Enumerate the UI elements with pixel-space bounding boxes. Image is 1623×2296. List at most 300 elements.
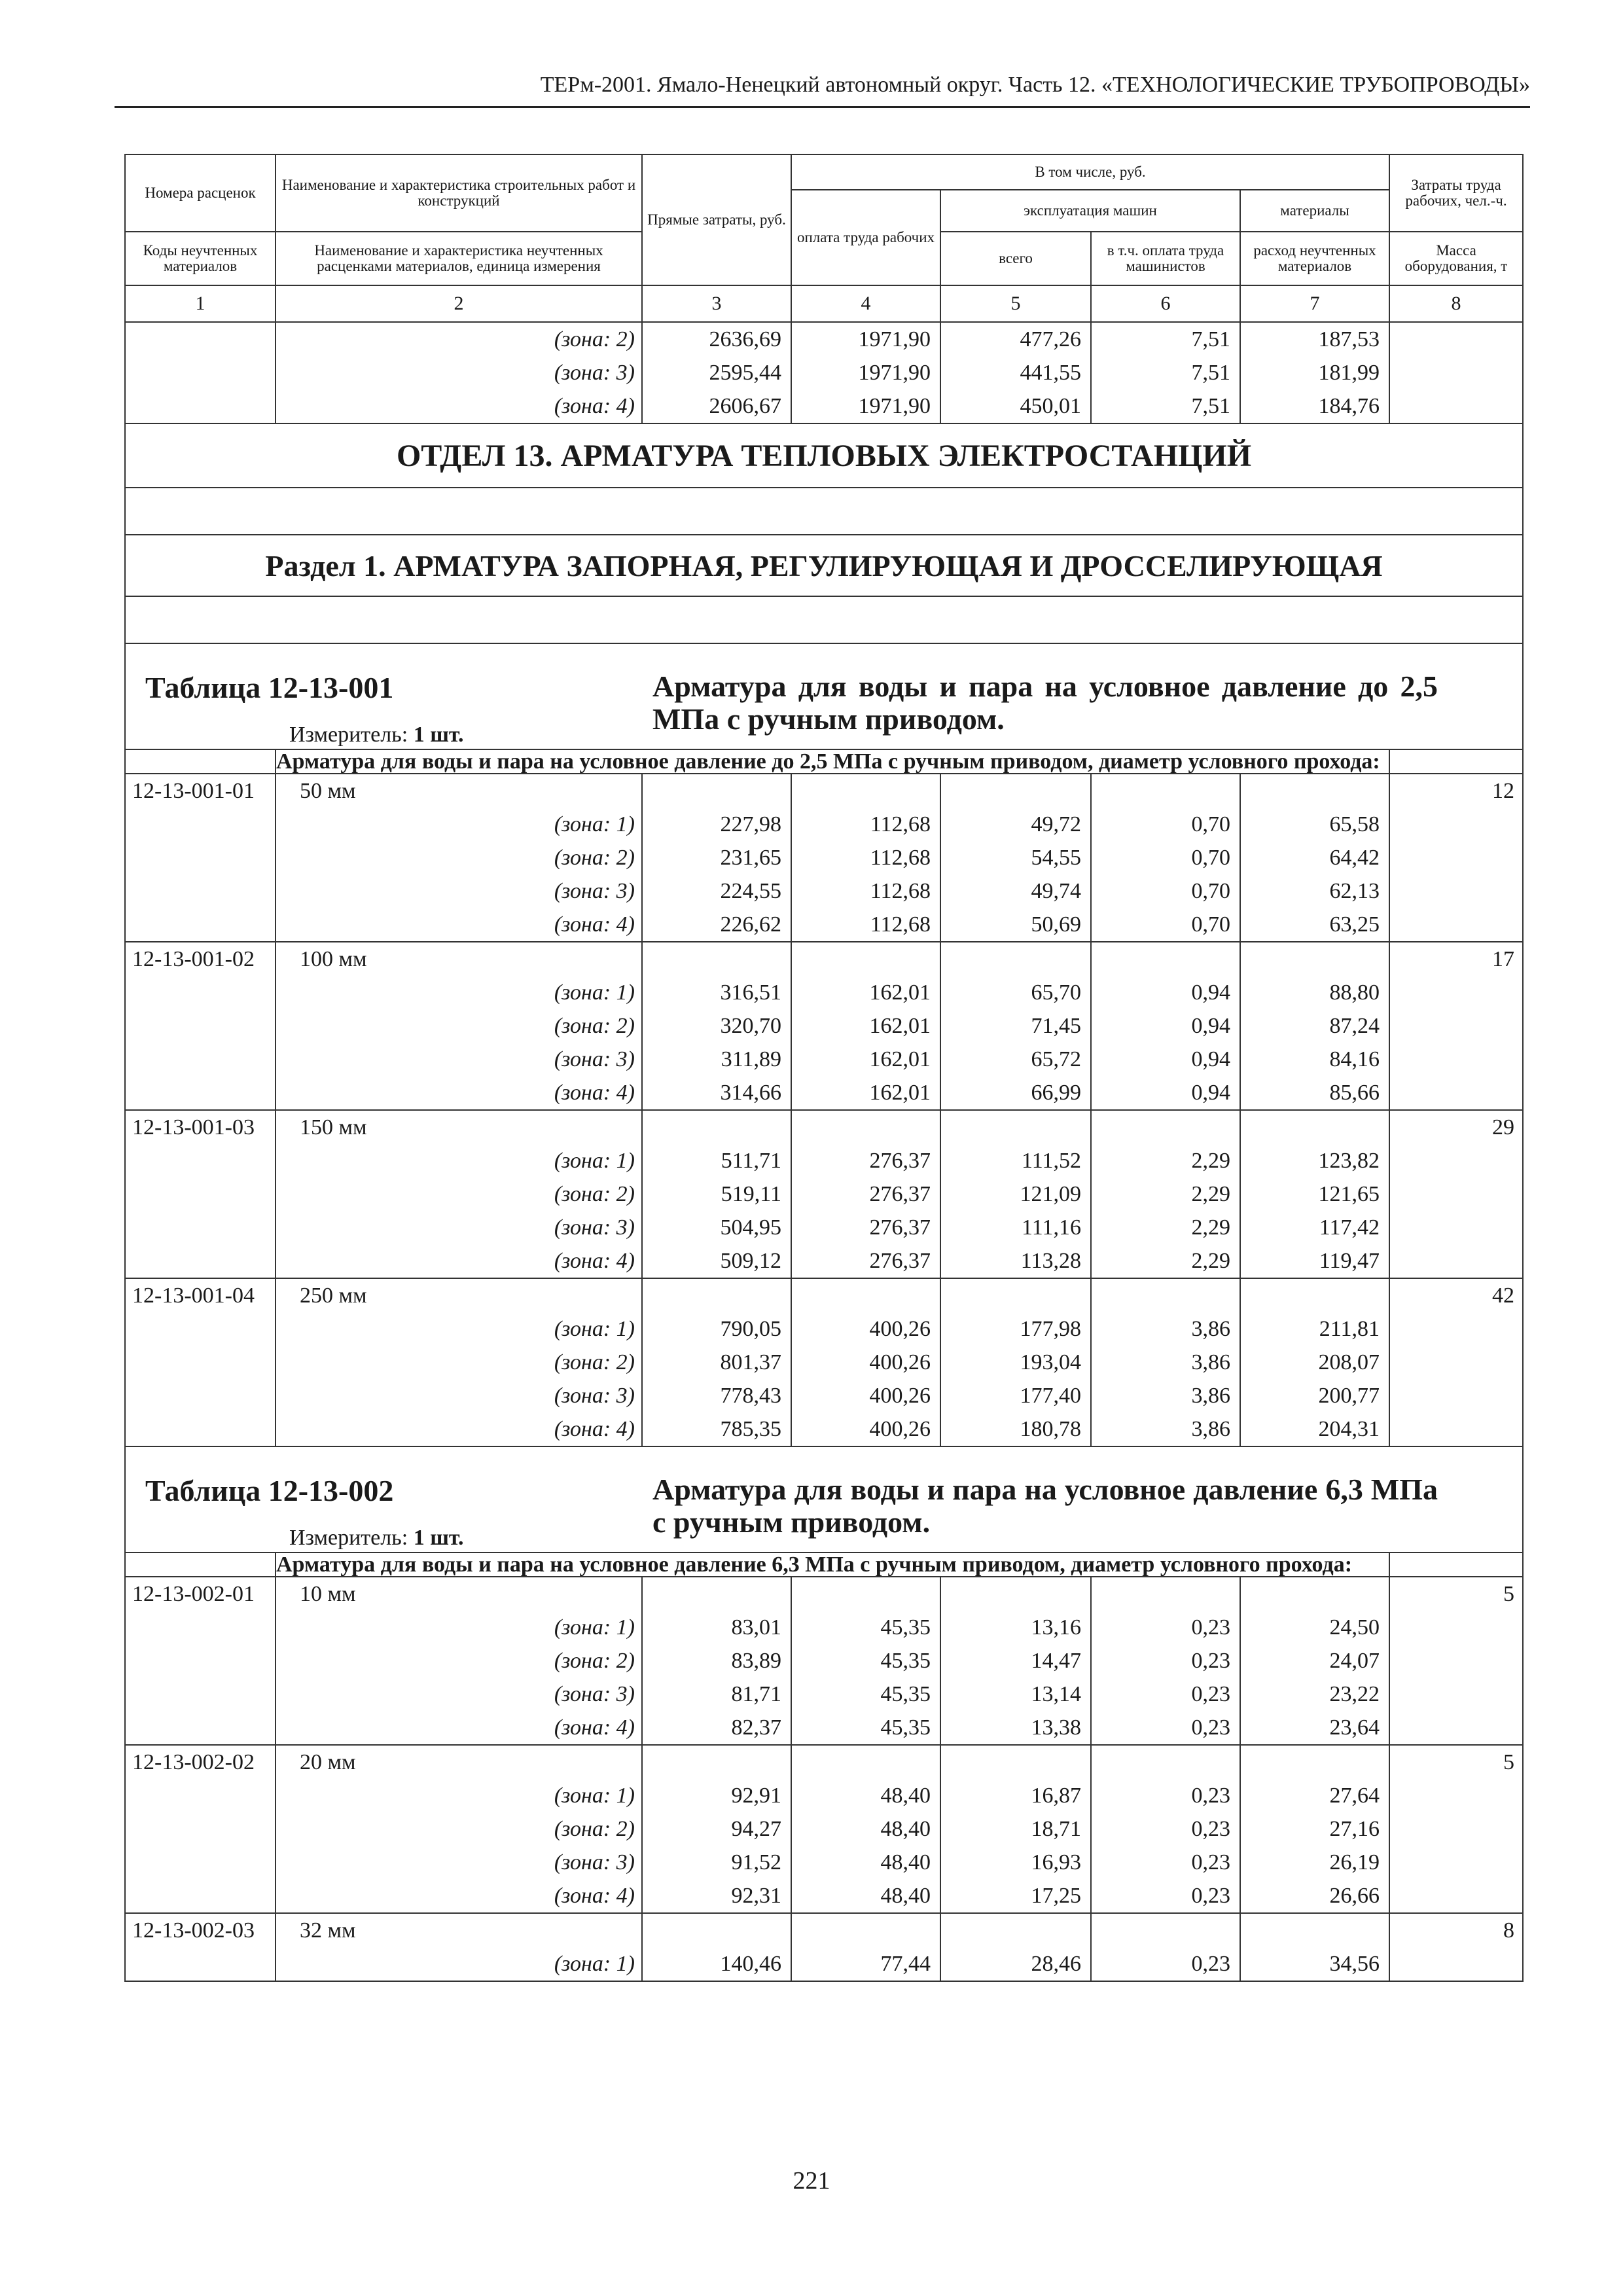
machines-total-value: 14,47 — [940, 1644, 1091, 1677]
zone-row — [125, 1677, 1523, 1711]
equipment-mass-value: 42 — [1389, 1278, 1523, 1312]
table-number: Таблица 12-13-002 — [145, 1474, 394, 1507]
zone-label: (зона: 1) — [276, 808, 642, 841]
machines-total-value: 17,25 — [940, 1879, 1091, 1913]
materials-value: 26,19 — [1240, 1846, 1389, 1879]
zone-row — [125, 1177, 1523, 1211]
empty-cell — [940, 1577, 1091, 1611]
machines-total-value: 50,69 — [940, 908, 1091, 942]
zone-label: (зона: 2) — [276, 1009, 642, 1043]
rate-code: 12-13-001-01 — [125, 774, 276, 808]
materials-value: 85,66 — [1240, 1076, 1389, 1110]
zone-row — [125, 1346, 1523, 1379]
labor-pay-value: 400,26 — [791, 1379, 940, 1412]
labor-pay-value: 276,37 — [791, 1144, 940, 1177]
empty-cell — [1091, 774, 1240, 808]
materials-value: 211,81 — [1240, 1312, 1389, 1346]
materials-value: 23,22 — [1240, 1677, 1389, 1711]
empty-cell — [125, 322, 276, 356]
empty-cell — [1389, 1244, 1523, 1278]
empty-cell — [1389, 389, 1523, 423]
direct-costs-value: 2636,69 — [642, 322, 791, 356]
empty-cell — [125, 1812, 276, 1846]
column-number: 2 — [276, 285, 642, 322]
direct-costs-value: 231,65 — [642, 841, 791, 874]
spacer — [125, 596, 1523, 643]
head-equipment-mass: Масса оборудования, т — [1389, 232, 1523, 285]
empty-cell — [1389, 1812, 1523, 1846]
materials-value: 187,53 — [1240, 322, 1389, 356]
machines-total-value: 177,40 — [940, 1379, 1091, 1412]
materials-value: 117,42 — [1240, 1211, 1389, 1244]
materials-value: 121,65 — [1240, 1177, 1389, 1211]
machinist-pay-value: 3,86 — [1091, 1346, 1240, 1379]
zone-row — [125, 976, 1523, 1009]
zone-label: (зона: 3) — [276, 1677, 642, 1711]
zone-label: (зона: 4) — [276, 1412, 642, 1446]
labor-pay-value: 45,35 — [791, 1677, 940, 1711]
zone-label: (зона: 2) — [276, 1346, 642, 1379]
machines-total-value: 177,98 — [940, 1312, 1091, 1346]
zone-row — [125, 874, 1523, 908]
direct-costs-value: 316,51 — [642, 976, 791, 1009]
pipe-diameter: 10 мм — [276, 1577, 642, 1611]
empty-cell — [125, 749, 276, 774]
machines-total-value: 49,74 — [940, 874, 1091, 908]
materials-value: 200,77 — [1240, 1379, 1389, 1412]
unit-value: 1 шт. — [413, 1526, 464, 1550]
zone-label: (зона: 2) — [276, 322, 642, 356]
machinist-pay-value: 7,51 — [1091, 322, 1240, 356]
column-number: 6 — [1091, 285, 1240, 322]
empty-cell — [1389, 1076, 1523, 1110]
materials-value: 123,82 — [1240, 1144, 1389, 1177]
empty-cell — [1389, 808, 1523, 841]
labor-pay-value: 45,35 — [791, 1644, 940, 1677]
materials-value: 27,64 — [1240, 1779, 1389, 1812]
empty-cell — [1389, 1947, 1523, 1981]
empty-cell — [125, 874, 276, 908]
unit-label: Измеритель: — [289, 723, 408, 747]
empty-cell — [1389, 1611, 1523, 1644]
pipe-diameter: 100 мм — [276, 942, 642, 976]
machinist-pay-value: 0,70 — [1091, 908, 1240, 942]
empty-cell — [125, 1947, 276, 1981]
materials-value: 27,16 — [1240, 1812, 1389, 1846]
empty-cell — [1389, 322, 1523, 356]
machines-total-value: 180,78 — [940, 1412, 1091, 1446]
group-description: Арматура для воды и пара на условное давление 6,3 МПа с ручным приводом, диаметр условного прохода: — [276, 1552, 1389, 1577]
machines-total-value: 16,93 — [940, 1846, 1091, 1879]
head-incl: В том числе, руб. — [791, 154, 1389, 190]
machines-total-value: 65,72 — [940, 1043, 1091, 1076]
labor-pay-value: 48,40 — [791, 1812, 940, 1846]
zone-label: (зона: 3) — [276, 1043, 642, 1076]
unit-line — [289, 1526, 464, 1551]
direct-costs-value: 519,11 — [642, 1177, 791, 1211]
empty-cell — [1389, 1009, 1523, 1043]
band-row — [125, 596, 1523, 643]
carryover-row — [125, 356, 1523, 389]
empty-cell — [125, 1177, 276, 1211]
item-header-row — [125, 1577, 1523, 1611]
labor-pay-value: 1971,90 — [791, 356, 940, 389]
machines-total-value: 111,52 — [940, 1144, 1091, 1177]
machinist-pay-value: 3,86 — [1091, 1379, 1240, 1412]
machinist-pay-value: 3,86 — [1091, 1412, 1240, 1446]
equipment-mass-value: 5 — [1389, 1745, 1523, 1779]
labor-pay-value: 112,68 — [791, 874, 940, 908]
zone-row — [125, 1379, 1523, 1412]
spacer — [125, 488, 1523, 535]
labor-pay-value: 77,44 — [791, 1947, 940, 1981]
zone-label: (зона: 1) — [276, 1779, 642, 1812]
zone-label: (зона: 2) — [276, 1644, 642, 1677]
empty-cell — [791, 1577, 940, 1611]
machines-total-value: 18,71 — [940, 1812, 1091, 1846]
empty-cell — [125, 389, 276, 423]
empty-cell — [791, 1745, 940, 1779]
zone-row — [125, 1043, 1523, 1076]
direct-costs-value: 2595,44 — [642, 356, 791, 389]
pipe-diameter: 20 мм — [276, 1745, 642, 1779]
zone-label: (зона: 2) — [276, 841, 642, 874]
labor-pay-value: 400,26 — [791, 1412, 940, 1446]
empty-cell — [1091, 1577, 1240, 1611]
labor-pay-value: 45,35 — [791, 1611, 940, 1644]
machines-total-value: 111,16 — [940, 1211, 1091, 1244]
machines-total-value: 441,55 — [940, 356, 1091, 389]
head-unaccounted-materials: расход неучтенных материалов — [1240, 232, 1389, 285]
direct-costs-value: 509,12 — [642, 1244, 791, 1278]
page-number: 221 — [793, 2167, 830, 2195]
empty-cell — [125, 1779, 276, 1812]
labor-pay-value: 400,26 — [791, 1312, 940, 1346]
empty-cell — [1389, 874, 1523, 908]
labor-pay-value: 1971,90 — [791, 322, 940, 356]
zone-label: (зона: 3) — [276, 1379, 642, 1412]
head-labor-pay: оплата труда рабочих — [791, 190, 940, 285]
empty-cell — [642, 942, 791, 976]
empty-cell — [1240, 774, 1389, 808]
direct-costs-value: 226,62 — [642, 908, 791, 942]
empty-cell — [1091, 1745, 1240, 1779]
labor-pay-value: 276,37 — [791, 1244, 940, 1278]
empty-cell — [1389, 1312, 1523, 1346]
equipment-mass-value: 8 — [1389, 1913, 1523, 1947]
labor-pay-value: 400,26 — [791, 1346, 940, 1379]
empty-cell — [1389, 749, 1523, 774]
column-number: 3 — [642, 285, 791, 322]
zone-row — [125, 1846, 1523, 1879]
direct-costs-value: 140,46 — [642, 1947, 791, 1981]
band-row — [125, 535, 1523, 596]
zone-label: (зона: 4) — [276, 908, 642, 942]
rates-table — [124, 154, 1524, 1982]
rate-code: 12-13-001-02 — [125, 942, 276, 976]
labor-pay-value: 112,68 — [791, 841, 940, 874]
empty-cell — [125, 841, 276, 874]
materials-value: 65,58 — [1240, 808, 1389, 841]
head-direct-costs: Прямые затраты, руб. — [642, 154, 791, 285]
labor-pay-value: 1971,90 — [791, 389, 940, 423]
pipe-diameter: 50 мм — [276, 774, 642, 808]
empty-cell — [125, 1677, 276, 1711]
item-header-row — [125, 1110, 1523, 1144]
head-machinist-pay: в т.ч. оплата труда машинистов — [1091, 232, 1240, 285]
zone-label: (зона: 4) — [276, 1244, 642, 1278]
rate-code: 12-13-002-02 — [125, 1745, 276, 1779]
machinist-pay-value: 0,70 — [1091, 841, 1240, 874]
zone-label: (зона: 3) — [276, 356, 642, 389]
labor-pay-value: 45,35 — [791, 1711, 940, 1745]
direct-costs-value: 320,70 — [642, 1009, 791, 1043]
head-rate-numbers: Номера расценок — [125, 154, 276, 232]
materials-value: 204,31 — [1240, 1412, 1389, 1446]
empty-cell — [1389, 1412, 1523, 1446]
zone-row — [125, 1244, 1523, 1278]
labor-pay-value: 162,01 — [791, 1076, 940, 1110]
empty-cell — [1389, 976, 1523, 1009]
zone-row — [125, 1711, 1523, 1745]
zone-label: (зона: 4) — [276, 1879, 642, 1913]
head-material-codes: Коды неучтенных материалов — [125, 232, 276, 285]
pipe-diameter: 250 мм — [276, 1278, 642, 1312]
direct-costs-value: 511,71 — [642, 1144, 791, 1177]
running-header: ТЕРм-2001. Ямало-Ненецкий автономный округ. Часть 12. «ТЕХНОЛОГИЧЕСКИЕ ТРУБОПРОВОДЫ» — [115, 65, 1530, 108]
empty-cell — [1091, 1110, 1240, 1144]
labor-pay-value: 48,40 — [791, 1846, 940, 1879]
labor-pay-value: 162,01 — [791, 1009, 940, 1043]
group-row — [125, 1552, 1523, 1577]
zone-row — [125, 1009, 1523, 1043]
machinist-pay-value: 0,23 — [1091, 1879, 1240, 1913]
labor-pay-value: 162,01 — [791, 1043, 940, 1076]
column-number: 7 — [1240, 285, 1389, 322]
head-row-1 — [125, 154, 1523, 190]
materials-value: 24,07 — [1240, 1644, 1389, 1677]
machinist-pay-value: 0,94 — [1091, 976, 1240, 1009]
labor-pay-value: 276,37 — [791, 1177, 940, 1211]
table-name: Арматура для воды и пара на условное давление до 2,5 МПа с ручным приводом. — [652, 670, 1438, 736]
equipment-mass-value: 17 — [1389, 942, 1523, 976]
materials-value: 84,16 — [1240, 1043, 1389, 1076]
empty-cell — [642, 1110, 791, 1144]
zone-label: (зона: 1) — [276, 1144, 642, 1177]
empty-cell — [125, 1076, 276, 1110]
empty-cell — [1389, 1346, 1523, 1379]
zone-label: (зона: 3) — [276, 1846, 642, 1879]
labor-pay-value: 48,40 — [791, 1879, 940, 1913]
empty-cell — [1389, 1177, 1523, 1211]
empty-cell — [1389, 356, 1523, 389]
rate-code: 12-13-002-01 — [125, 1577, 276, 1611]
head-work-name: Наименование и характеристика строительных работ и конструкций — [276, 154, 642, 232]
empty-cell — [125, 1144, 276, 1177]
direct-costs-value: 311,89 — [642, 1043, 791, 1076]
empty-cell — [642, 1577, 791, 1611]
empty-cell — [1091, 1278, 1240, 1312]
equipment-mass-value: 12 — [1389, 774, 1523, 808]
pipe-diameter: 32 мм — [276, 1913, 642, 1947]
table-number: Таблица 12-13-001 — [145, 671, 394, 704]
empty-cell — [1240, 1110, 1389, 1144]
band-row — [125, 1446, 1523, 1552]
table-title-block — [125, 643, 1523, 749]
empty-cell — [1240, 1913, 1389, 1947]
empty-cell — [125, 1412, 276, 1446]
machines-total-value: 13,14 — [940, 1677, 1091, 1711]
machinist-pay-value: 0,70 — [1091, 808, 1240, 841]
empty-cell — [1389, 841, 1523, 874]
direct-costs-value: 83,01 — [642, 1611, 791, 1644]
empty-cell — [1389, 1879, 1523, 1913]
empty-cell — [940, 1913, 1091, 1947]
machinist-pay-value: 0,23 — [1091, 1677, 1240, 1711]
empty-cell — [125, 1211, 276, 1244]
rate-code: 12-13-001-03 — [125, 1110, 276, 1144]
empty-cell — [125, 976, 276, 1009]
materials-value: 181,99 — [1240, 356, 1389, 389]
zone-row — [125, 908, 1523, 942]
empty-cell — [125, 1346, 276, 1379]
machinist-pay-value: 0,23 — [1091, 1611, 1240, 1644]
direct-costs-value: 82,37 — [642, 1711, 791, 1745]
rate-code: 12-13-001-04 — [125, 1278, 276, 1312]
machinist-pay-value: 7,51 — [1091, 389, 1240, 423]
zone-label: (зона: 4) — [276, 1711, 642, 1745]
zone-row — [125, 1644, 1523, 1677]
empty-cell — [1240, 1577, 1389, 1611]
machinist-pay-value: 2,29 — [1091, 1244, 1240, 1278]
machinist-pay-value: 0,23 — [1091, 1846, 1240, 1879]
zone-row — [125, 1779, 1523, 1812]
empty-cell — [1389, 1644, 1523, 1677]
empty-cell — [125, 1379, 276, 1412]
pipe-diameter: 150 мм — [276, 1110, 642, 1144]
zone-label: (зона: 2) — [276, 1812, 642, 1846]
zone-row — [125, 1611, 1523, 1644]
group-row — [125, 749, 1523, 774]
zone-label: (зона: 2) — [276, 1177, 642, 1211]
zone-label: (зона: 3) — [276, 1211, 642, 1244]
zone-label: (зона: 3) — [276, 874, 642, 908]
empty-cell — [791, 942, 940, 976]
machines-total-value: 477,26 — [940, 322, 1091, 356]
machines-total-value: 193,04 — [940, 1346, 1091, 1379]
zone-row — [125, 1211, 1523, 1244]
labor-pay-value: 112,68 — [791, 908, 940, 942]
materials-value: 62,13 — [1240, 874, 1389, 908]
machinist-pay-value: 0,94 — [1091, 1009, 1240, 1043]
empty-cell — [642, 774, 791, 808]
machines-total-value: 121,09 — [940, 1177, 1091, 1211]
head-machines: эксплуатация машин — [940, 190, 1240, 232]
head-materials: материалы — [1240, 190, 1389, 232]
unit-value: 1 шт. — [413, 723, 464, 747]
zone-row — [125, 841, 1523, 874]
machines-total-value: 450,01 — [940, 389, 1091, 423]
machines-total-value: 28,46 — [940, 1947, 1091, 1981]
empty-cell — [125, 1552, 276, 1577]
column-numbers-row — [125, 285, 1523, 322]
empty-cell — [1389, 1779, 1523, 1812]
empty-cell — [940, 1278, 1091, 1312]
empty-cell — [1389, 1211, 1523, 1244]
empty-cell — [125, 1043, 276, 1076]
machines-total-value: 13,38 — [940, 1711, 1091, 1745]
table-title-block — [125, 1446, 1523, 1552]
empty-cell — [125, 1244, 276, 1278]
machines-total-value: 65,70 — [940, 976, 1091, 1009]
unit-line — [289, 723, 464, 747]
empty-cell — [125, 1611, 276, 1644]
empty-cell — [1389, 1552, 1523, 1577]
empty-cell — [791, 774, 940, 808]
zone-label: (зона: 1) — [276, 1947, 642, 1981]
empty-cell — [791, 1913, 940, 1947]
materials-value: 63,25 — [1240, 908, 1389, 942]
item-header-row — [125, 1278, 1523, 1312]
empty-cell — [1389, 908, 1523, 942]
zone-row — [125, 1879, 1523, 1913]
materials-value: 24,50 — [1240, 1611, 1389, 1644]
direct-costs-value: 224,55 — [642, 874, 791, 908]
rate-code: 12-13-002-03 — [125, 1913, 276, 1947]
empty-cell — [1091, 1913, 1240, 1947]
empty-cell — [1389, 1677, 1523, 1711]
zone-label: (зона: 1) — [276, 1611, 642, 1644]
materials-value: 87,24 — [1240, 1009, 1389, 1043]
band-row — [125, 488, 1523, 535]
empty-cell — [125, 1009, 276, 1043]
empty-cell — [1389, 1043, 1523, 1076]
column-number: 4 — [791, 285, 940, 322]
labor-pay-value: 48,40 — [791, 1779, 940, 1812]
materials-value: 208,07 — [1240, 1346, 1389, 1379]
empty-cell — [125, 1846, 276, 1879]
machines-total-value: 49,72 — [940, 808, 1091, 841]
column-number: 5 — [940, 285, 1091, 322]
machinist-pay-value: 0,94 — [1091, 1076, 1240, 1110]
direct-costs-value: 227,98 — [642, 808, 791, 841]
empty-cell — [1240, 1278, 1389, 1312]
direct-costs-value: 83,89 — [642, 1644, 791, 1677]
band-row — [125, 643, 1523, 749]
machinist-pay-value: 7,51 — [1091, 356, 1240, 389]
direct-costs-value: 801,37 — [642, 1346, 791, 1379]
unit-label: Измеритель: — [289, 1526, 408, 1550]
direct-costs-value: 91,52 — [642, 1846, 791, 1879]
empty-cell — [125, 1312, 276, 1346]
empty-cell — [1389, 1144, 1523, 1177]
zone-row — [125, 1076, 1523, 1110]
machinist-pay-value: 3,86 — [1091, 1312, 1240, 1346]
empty-cell — [642, 1278, 791, 1312]
carryover-row — [125, 389, 1523, 423]
empty-cell — [125, 908, 276, 942]
materials-value: 64,42 — [1240, 841, 1389, 874]
empty-cell — [125, 808, 276, 841]
machinist-pay-value: 0,23 — [1091, 1779, 1240, 1812]
zone-row — [125, 808, 1523, 841]
materials-value: 184,76 — [1240, 389, 1389, 423]
band-row — [125, 423, 1523, 488]
materials-value: 23,64 — [1240, 1711, 1389, 1745]
section-title: Раздел 1. АРМАТУРА ЗАПОРНАЯ, РЕГУЛИРУЮЩАЯ И ДРОССЕЛИРУЮЩАЯ — [125, 535, 1523, 596]
empty-cell — [125, 356, 276, 389]
machines-total-value: 16,87 — [940, 1779, 1091, 1812]
